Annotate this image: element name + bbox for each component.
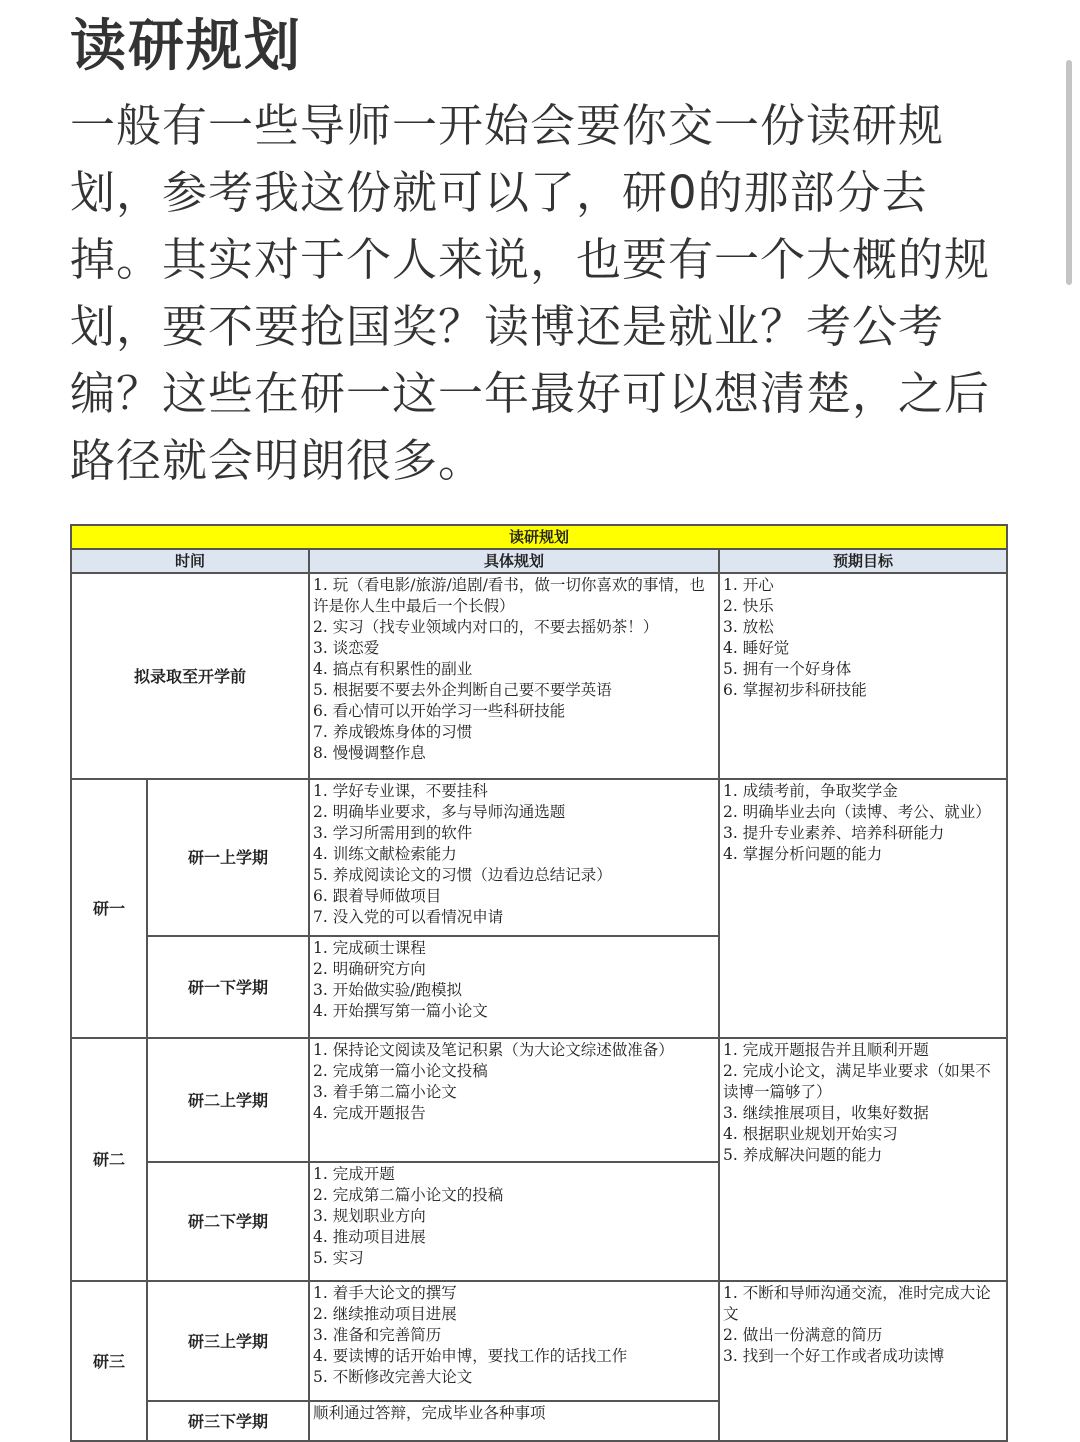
list-item: 1. 完成开题 <box>313 1165 395 1183</box>
list-item: 4. 推动项目进展 <box>313 1228 426 1246</box>
plan-cell <box>309 936 719 1038</box>
goal-cell <box>719 573 1007 779</box>
list-item: 2. 明确毕业要求，多与导师沟通选题 <box>313 803 566 821</box>
list-item: 3. 谈恋爱 <box>313 639 380 657</box>
list-item: 2. 快乐 <box>723 597 774 615</box>
post-title: 读研规划 <box>70 14 302 79</box>
list-item: 3. 规划职业方向 <box>313 1207 426 1225</box>
plan-cell <box>309 1281 719 1401</box>
goal-cell <box>719 1281 1007 1441</box>
item-list <box>310 574 718 764</box>
term-label: 研二下学期 <box>147 1162 309 1281</box>
list-item: 5. 根据要不要去外企判断自己要不要学英语 <box>313 681 612 699</box>
item-list <box>720 780 1006 865</box>
list-item: 8. 慢慢调整作息 <box>313 744 426 762</box>
list-item: 1. 成绩考前，争取奖学金 <box>723 782 898 800</box>
header-plan: 具体规划 <box>309 549 719 573</box>
list-item: 3. 准备和完善简历 <box>313 1326 442 1344</box>
list-item: 3. 开始做实验/跑模拟 <box>313 981 462 999</box>
plan-cell <box>309 1038 719 1162</box>
year-label-year3: 研三 <box>71 1281 147 1441</box>
item-list <box>720 1039 1006 1166</box>
list-item: 4. 要读博的话开始申博，要找工作的话找工作 <box>313 1347 628 1365</box>
list-item: 7. 养成锻炼身体的习惯 <box>313 723 473 741</box>
list-item: 5. 不断修改完善大论文 <box>313 1368 473 1386</box>
list-item: 3. 学习所需用到的软件 <box>313 824 473 842</box>
list-item: 3. 提升专业素养、培养科研能力 <box>723 824 945 842</box>
stage-label-pre-enrollment: 拟录取至开学前 <box>71 573 309 779</box>
list-item: 4. 开始撰写第一篇小论文 <box>313 1002 488 1020</box>
item-list <box>310 1282 718 1388</box>
list-item: 顺利通过答辩，完成毕业各种事项 <box>313 1404 546 1422</box>
term-label: 研三上学期 <box>147 1281 309 1401</box>
study-plan-table <box>70 524 1008 1442</box>
list-item: 5. 养成阅读论文的习惯（边看边总结记录） <box>313 866 612 884</box>
item-list <box>720 574 1006 701</box>
item-list <box>310 1163 718 1269</box>
list-item: 4. 掌握分析问题的能力 <box>723 845 883 863</box>
list-item: 4. 完成开题报告 <box>313 1104 426 1122</box>
item-list <box>310 780 718 928</box>
list-item: 1. 学好专业课，不要挂科 <box>313 782 488 800</box>
list-item: 3. 放松 <box>723 618 774 636</box>
term-label: 研一上学期 <box>147 779 309 936</box>
list-item: 5. 养成解决问题的能力 <box>723 1146 883 1164</box>
list-item: 5. 实习 <box>313 1249 364 1267</box>
list-item: 2. 完成第一篇小论文投稿 <box>313 1062 488 1080</box>
list-item: 6. 跟着导师做项目 <box>313 887 442 905</box>
list-item: 1. 着手大论文的撰写 <box>313 1284 457 1302</box>
list-item: 5. 拥有一个好身体 <box>723 660 852 678</box>
list-item: 3. 着手第二篇小论文 <box>313 1083 457 1101</box>
plan-cell <box>309 779 719 936</box>
goal-cell <box>719 779 1007 1038</box>
list-item: 1. 完成开题报告并且顺利开题 <box>723 1041 929 1059</box>
table-caption: 读研规划 <box>71 525 1007 549</box>
list-item: 2. 做出一份满意的简历 <box>723 1326 883 1344</box>
plan-cell <box>309 573 719 779</box>
goal-cell <box>719 1038 1007 1281</box>
plan-cell <box>309 1401 719 1441</box>
list-item: 7. 没入党的可以看情况申请 <box>313 908 504 926</box>
item-list <box>310 1402 718 1424</box>
item-list <box>720 1282 1006 1367</box>
item-list <box>310 937 718 1022</box>
scrollbar[interactable] <box>1066 60 1072 285</box>
list-item: 2. 明确毕业去向（读博、考公、就业） <box>723 803 991 821</box>
list-item: 1. 保持论文阅读及笔记积累（为大论文综述做准备） <box>313 1041 674 1059</box>
list-item: 6. 看心情可以开始学习一些科研技能 <box>313 702 566 720</box>
list-item: 2. 明确研究方向 <box>313 960 426 978</box>
plan-cell <box>309 1162 719 1281</box>
term-label: 研一下学期 <box>147 936 309 1038</box>
list-item: 1. 完成硕士课程 <box>313 939 426 957</box>
list-item: 6. 掌握初步科研技能 <box>723 681 867 699</box>
list-item: 3. 继续推展项目，收集好数据 <box>723 1104 929 1122</box>
list-item: 4. 根据职业规划开始实习 <box>723 1125 898 1143</box>
list-item: 4. 训练文献检索能力 <box>313 845 457 863</box>
list-item: 1. 开心 <box>723 576 774 594</box>
list-item: 1. 玩（看电影/旅游/追剧/看书，做一切你喜欢的事情，也许是你人生中最后一个长假） <box>313 576 705 615</box>
term-label: 研二上学期 <box>147 1038 309 1162</box>
list-item: 2. 实习（找专业领域内对口的，不要去摇奶茶！） <box>313 618 659 636</box>
item-list <box>310 1039 718 1124</box>
list-item: 3. 找到一个好工作或者成功读博 <box>723 1347 945 1365</box>
year-label-year2: 研二 <box>71 1038 147 1281</box>
list-item: 2. 完成小论文，满足毕业要求（如果不读博一篇够了） <box>723 1062 991 1101</box>
list-item: 4. 睡好觉 <box>723 639 790 657</box>
header-goal: 预期目标 <box>719 549 1007 573</box>
post-intro-text: 一般有一些导师一开始会要你交一份读研规划，参考我这份就可以了，研0的那部分去掉。其实对于个人来说，也要有一个大概的规划，要不要抢国奖？读博还是就业？考公考编？这些在研一这一年最好可以想清楚，之后路径就会明朗很多。 <box>70 99 991 487</box>
term-label: 研三下学期 <box>147 1401 309 1441</box>
list-item: 4. 搞点有积累性的副业 <box>313 660 473 678</box>
list-item: 2. 完成第二篇小论文的投稿 <box>313 1186 504 1204</box>
year-label-year1: 研一 <box>71 779 147 1038</box>
list-item: 2. 继续推动项目进展 <box>313 1305 457 1323</box>
header-time: 时间 <box>71 549 309 573</box>
list-item: 1. 不断和导师沟通交流，准时完成大论文 <box>723 1284 991 1323</box>
